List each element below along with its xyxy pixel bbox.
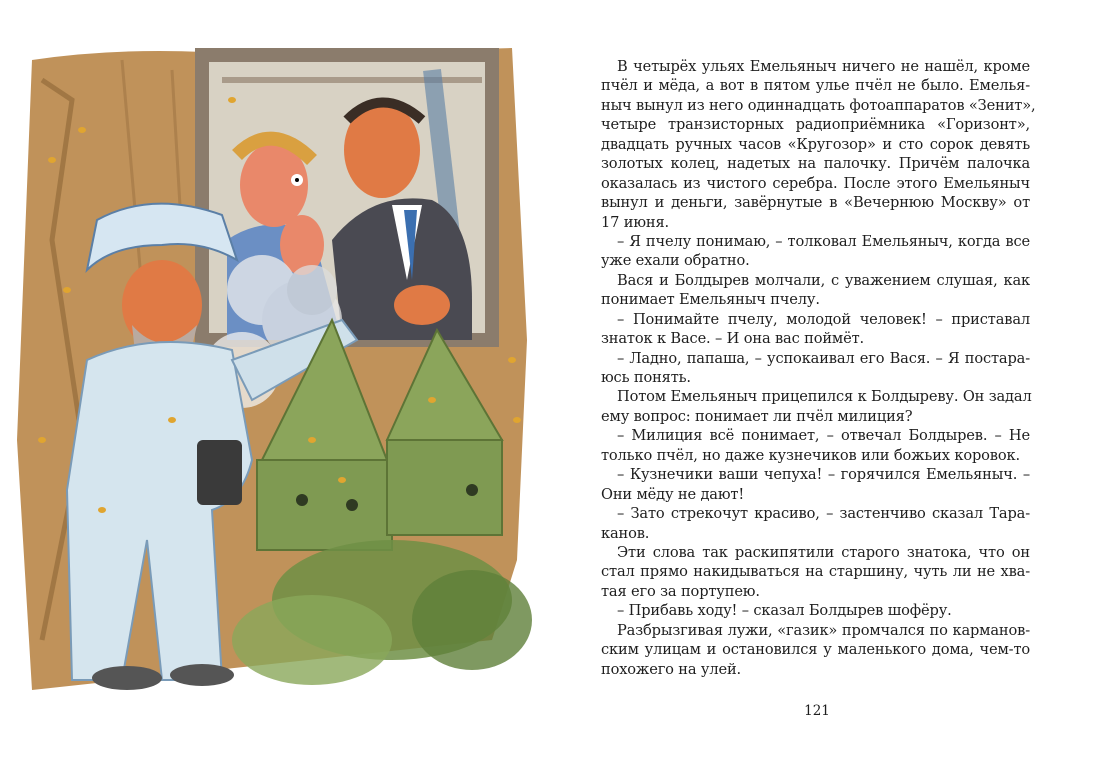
text-line: оказалась из чистого серебра. После этого Емельяныч <box>601 174 1030 192</box>
text-line: ским улицам и остановился у маленького дома, чем-то <box>601 641 1030 659</box>
text-line: только пчёл, но даже кузнечиков или божьих коровок. <box>601 446 1020 464</box>
text-line: – Ладно, папаша, – успокаивал его Вася. – Я постара- <box>617 349 1030 367</box>
text-line: канов. <box>601 524 650 542</box>
text-line: знаток к Васе. – И она вас поймёт. <box>601 330 865 348</box>
text-line: четыре транзисторных радиоприёмника «Горизонт», <box>601 116 1030 134</box>
text-line: – Прибавь ходу! – сказал Болдырев шофёру. <box>617 602 952 620</box>
illustration-beekeeper-hives <box>12 40 537 705</box>
text-line: двадцать ручных часов «Кругозор» и сто сорок девять <box>601 135 1030 153</box>
text-line: – Милиция всё понимает, – отвечал Болдырев. – Не <box>617 427 1030 445</box>
text-line: понимает Емельяныч пчелу. <box>601 291 820 309</box>
text-line: 17 июня. <box>601 213 670 231</box>
text-line: Вася и Болдырев молчали, с уважением слушая, как <box>617 271 1030 289</box>
text-line: золотых колец, надетых на палочку. Причём палочка <box>601 155 1030 173</box>
text-line: – Кузнечики ваши чепуха! – горячился Емельяныч. – <box>617 466 1030 484</box>
text-line: пчёл и мёда, а вот в пятом улье пчёл не было. Емелья- <box>601 77 1030 95</box>
text-line: вынул и деньги, завёрнутые в «Вечернюю Москву» от <box>601 194 1030 212</box>
text-line: В четырёх ульях Емельяныч ничего не нашёл, кроме <box>617 58 1030 75</box>
text-line: Они мёду не дают! <box>601 485 745 503</box>
text-line: – Я пчелу понимаю, – толковал Емельяныч, когда все <box>617 232 1030 250</box>
text-line: – Зато стрекочут красиво, – застенчиво сказал Тара- <box>617 505 1030 523</box>
text-line: тая его за портупею. <box>601 582 760 600</box>
body-text <box>601 57 1036 679</box>
text-line: Эти слова так раскипятили старого знатока, что он <box>617 543 1030 561</box>
text-line: – Понимайте пчелу, молодой человек! – приставал <box>617 310 1030 328</box>
text-line: Потом Емельяныч прицепился к Болдыреву. Он задал <box>617 388 1032 406</box>
text-line: стал прямо накидываться на старшину, чуть ли не хва- <box>601 563 1030 581</box>
text-line: Разбрызгивая лужи, «газик» промчался по карманов- <box>617 621 1030 639</box>
page-number: 121 <box>804 703 830 719</box>
text-line: ныч вынул из него одиннадцать фотоаппаратов «Зенит», <box>601 96 1036 114</box>
text-line: похожего на улей. <box>601 660 742 678</box>
text-line: ему вопрос: понимает ли пчёл милиция? <box>601 407 913 425</box>
text-line: уже ехали обратно. <box>601 252 750 270</box>
text-line: юсь понять. <box>601 369 691 386</box>
